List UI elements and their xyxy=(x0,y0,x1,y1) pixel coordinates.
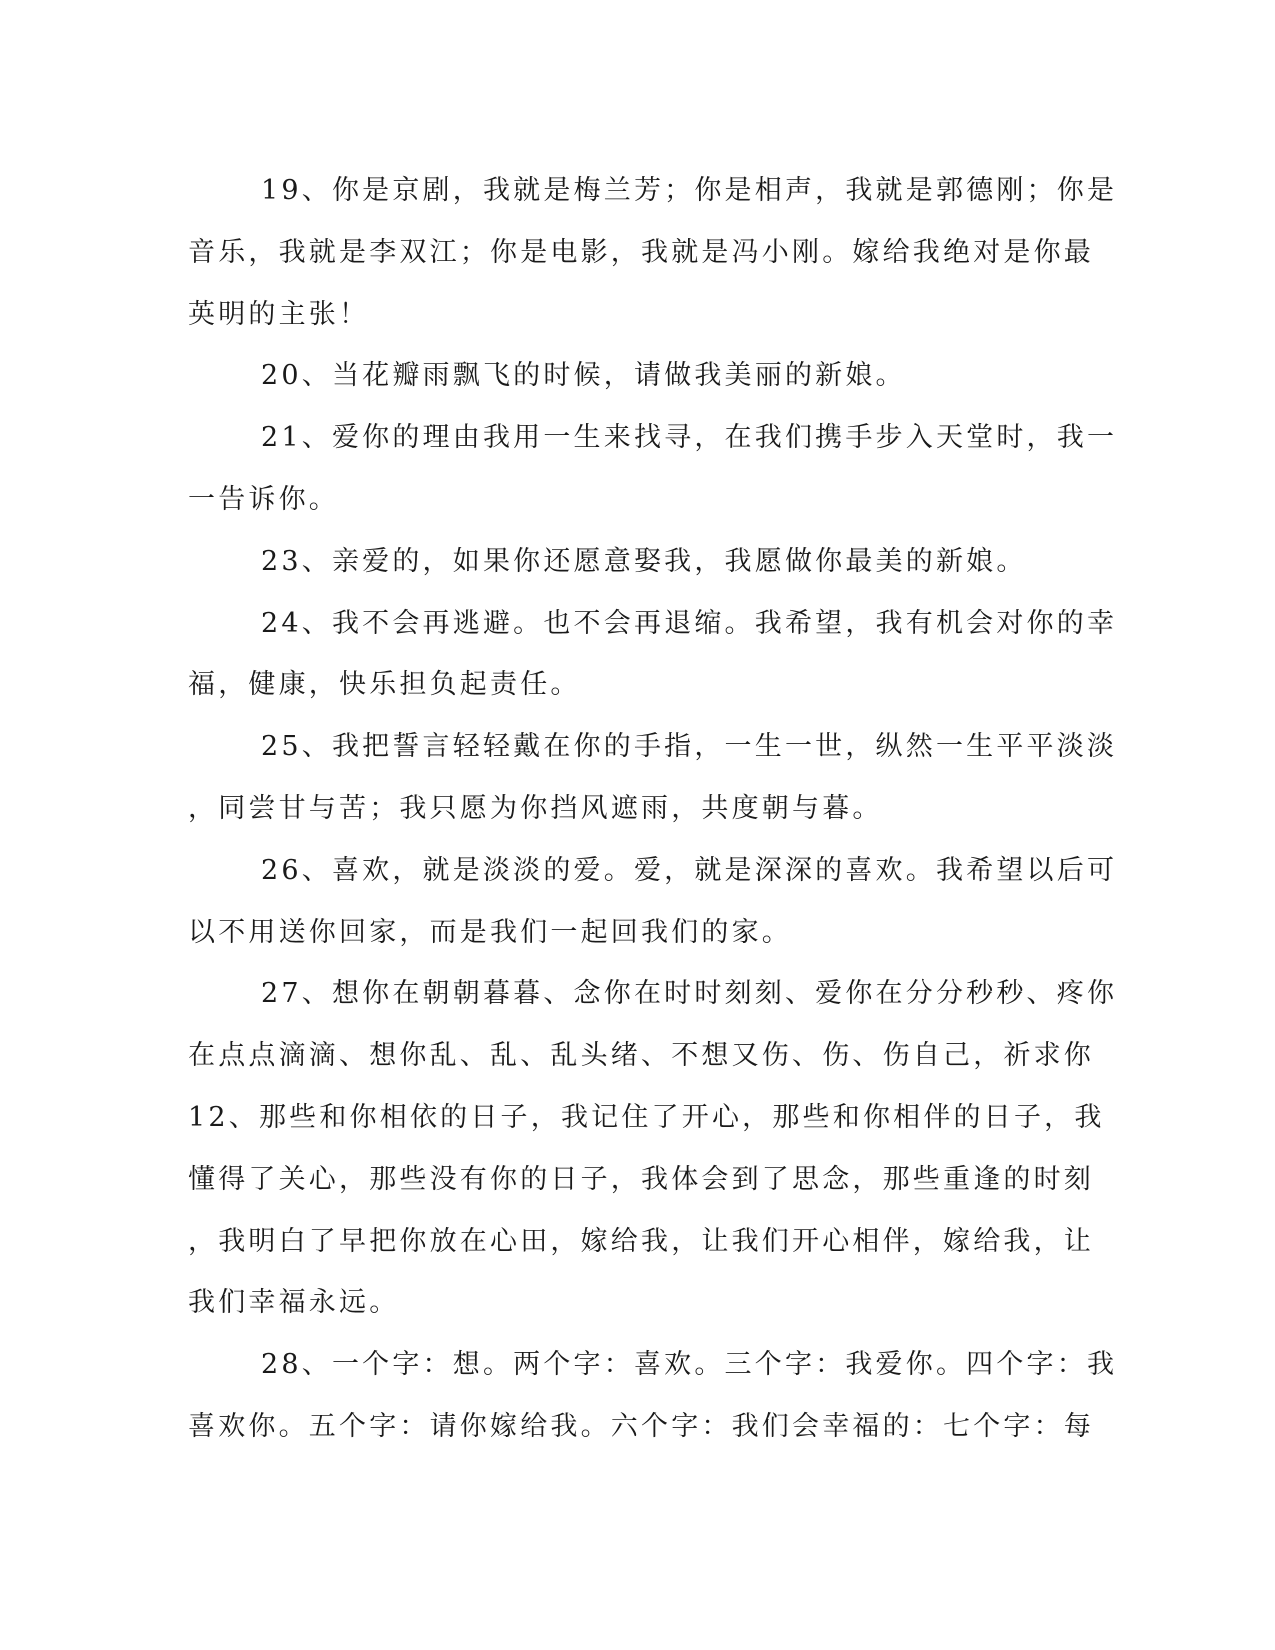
text-line: 21、爱你的理由我用一生来找寻，在我们携手步入天堂时，我一 xyxy=(261,422,1118,454)
text-line: 20、当花瓣雨飘飞的时候，请做我美丽的新娘。 xyxy=(261,360,906,392)
text-line: 27、想你在朝朝暮暮、念你在时时刻刻、爱你在分分秒秒、疼你 xyxy=(261,978,1118,1010)
text-line: 音乐，我就是李双江；你是电影，我就是冯小刚。嫁给我绝对是你最 xyxy=(188,236,1094,268)
text-line: 一告诉你。 xyxy=(188,483,339,515)
text-line: ，我明白了早把你放在心田，嫁给我，让我们开心相伴，嫁给我，让 xyxy=(188,1225,1094,1257)
text-line: 12、那些和你相依的日子，我记住了开心，那些和你相伴的日子，我 xyxy=(188,1101,1105,1133)
text-line: 英明的主张！ xyxy=(188,298,370,330)
text-line: 24、我不会再逃避。也不会再退缩。我希望，我有机会对你的幸 xyxy=(261,607,1118,639)
text-line: 23、亲爱的，如果你还愿意娶我，我愿做你最美的新娘。 xyxy=(261,545,1027,577)
text-line: 我们幸福永远。 xyxy=(188,1287,400,1319)
text-line: 19、你是京剧，我就是梅兰芳；你是相声，我就是郭德刚；你是 xyxy=(261,175,1118,206)
text-line: 26、喜欢，就是淡淡的爱。爱，就是深深的喜欢。我希望以后可 xyxy=(261,854,1118,886)
text-line: 在点点滴滴、想你乱、乱、乱头绪、不想又伤、伤、伤自己，祈求你 xyxy=(188,1040,1094,1072)
text-line: 以不用送你回家，而是我们一起回我们的家。 xyxy=(188,916,792,948)
text-line: 25、我把誓言轻轻戴在你的手指，一生一世，纵然一生平平淡淡 xyxy=(261,731,1118,763)
text-line: 喜欢你。五个字：请你嫁给我。六个字：我们会幸福的：七个字：每 xyxy=(188,1410,1094,1442)
text-line: ，同尝甘与苦；我只愿为你挡风遮雨，共度朝与暮。 xyxy=(188,792,883,824)
text-line: 28、一个字：想。两个字：喜欢。三个字：我爱你。四个字：我 xyxy=(261,1349,1118,1381)
text-line: 福，健康，快乐担负起责任。 xyxy=(188,669,581,701)
text-line: 懂得了关心，那些没有你的日子，我体会到了思念，那些重逢的时刻 xyxy=(188,1163,1094,1195)
document-body xyxy=(188,160,1118,1458)
